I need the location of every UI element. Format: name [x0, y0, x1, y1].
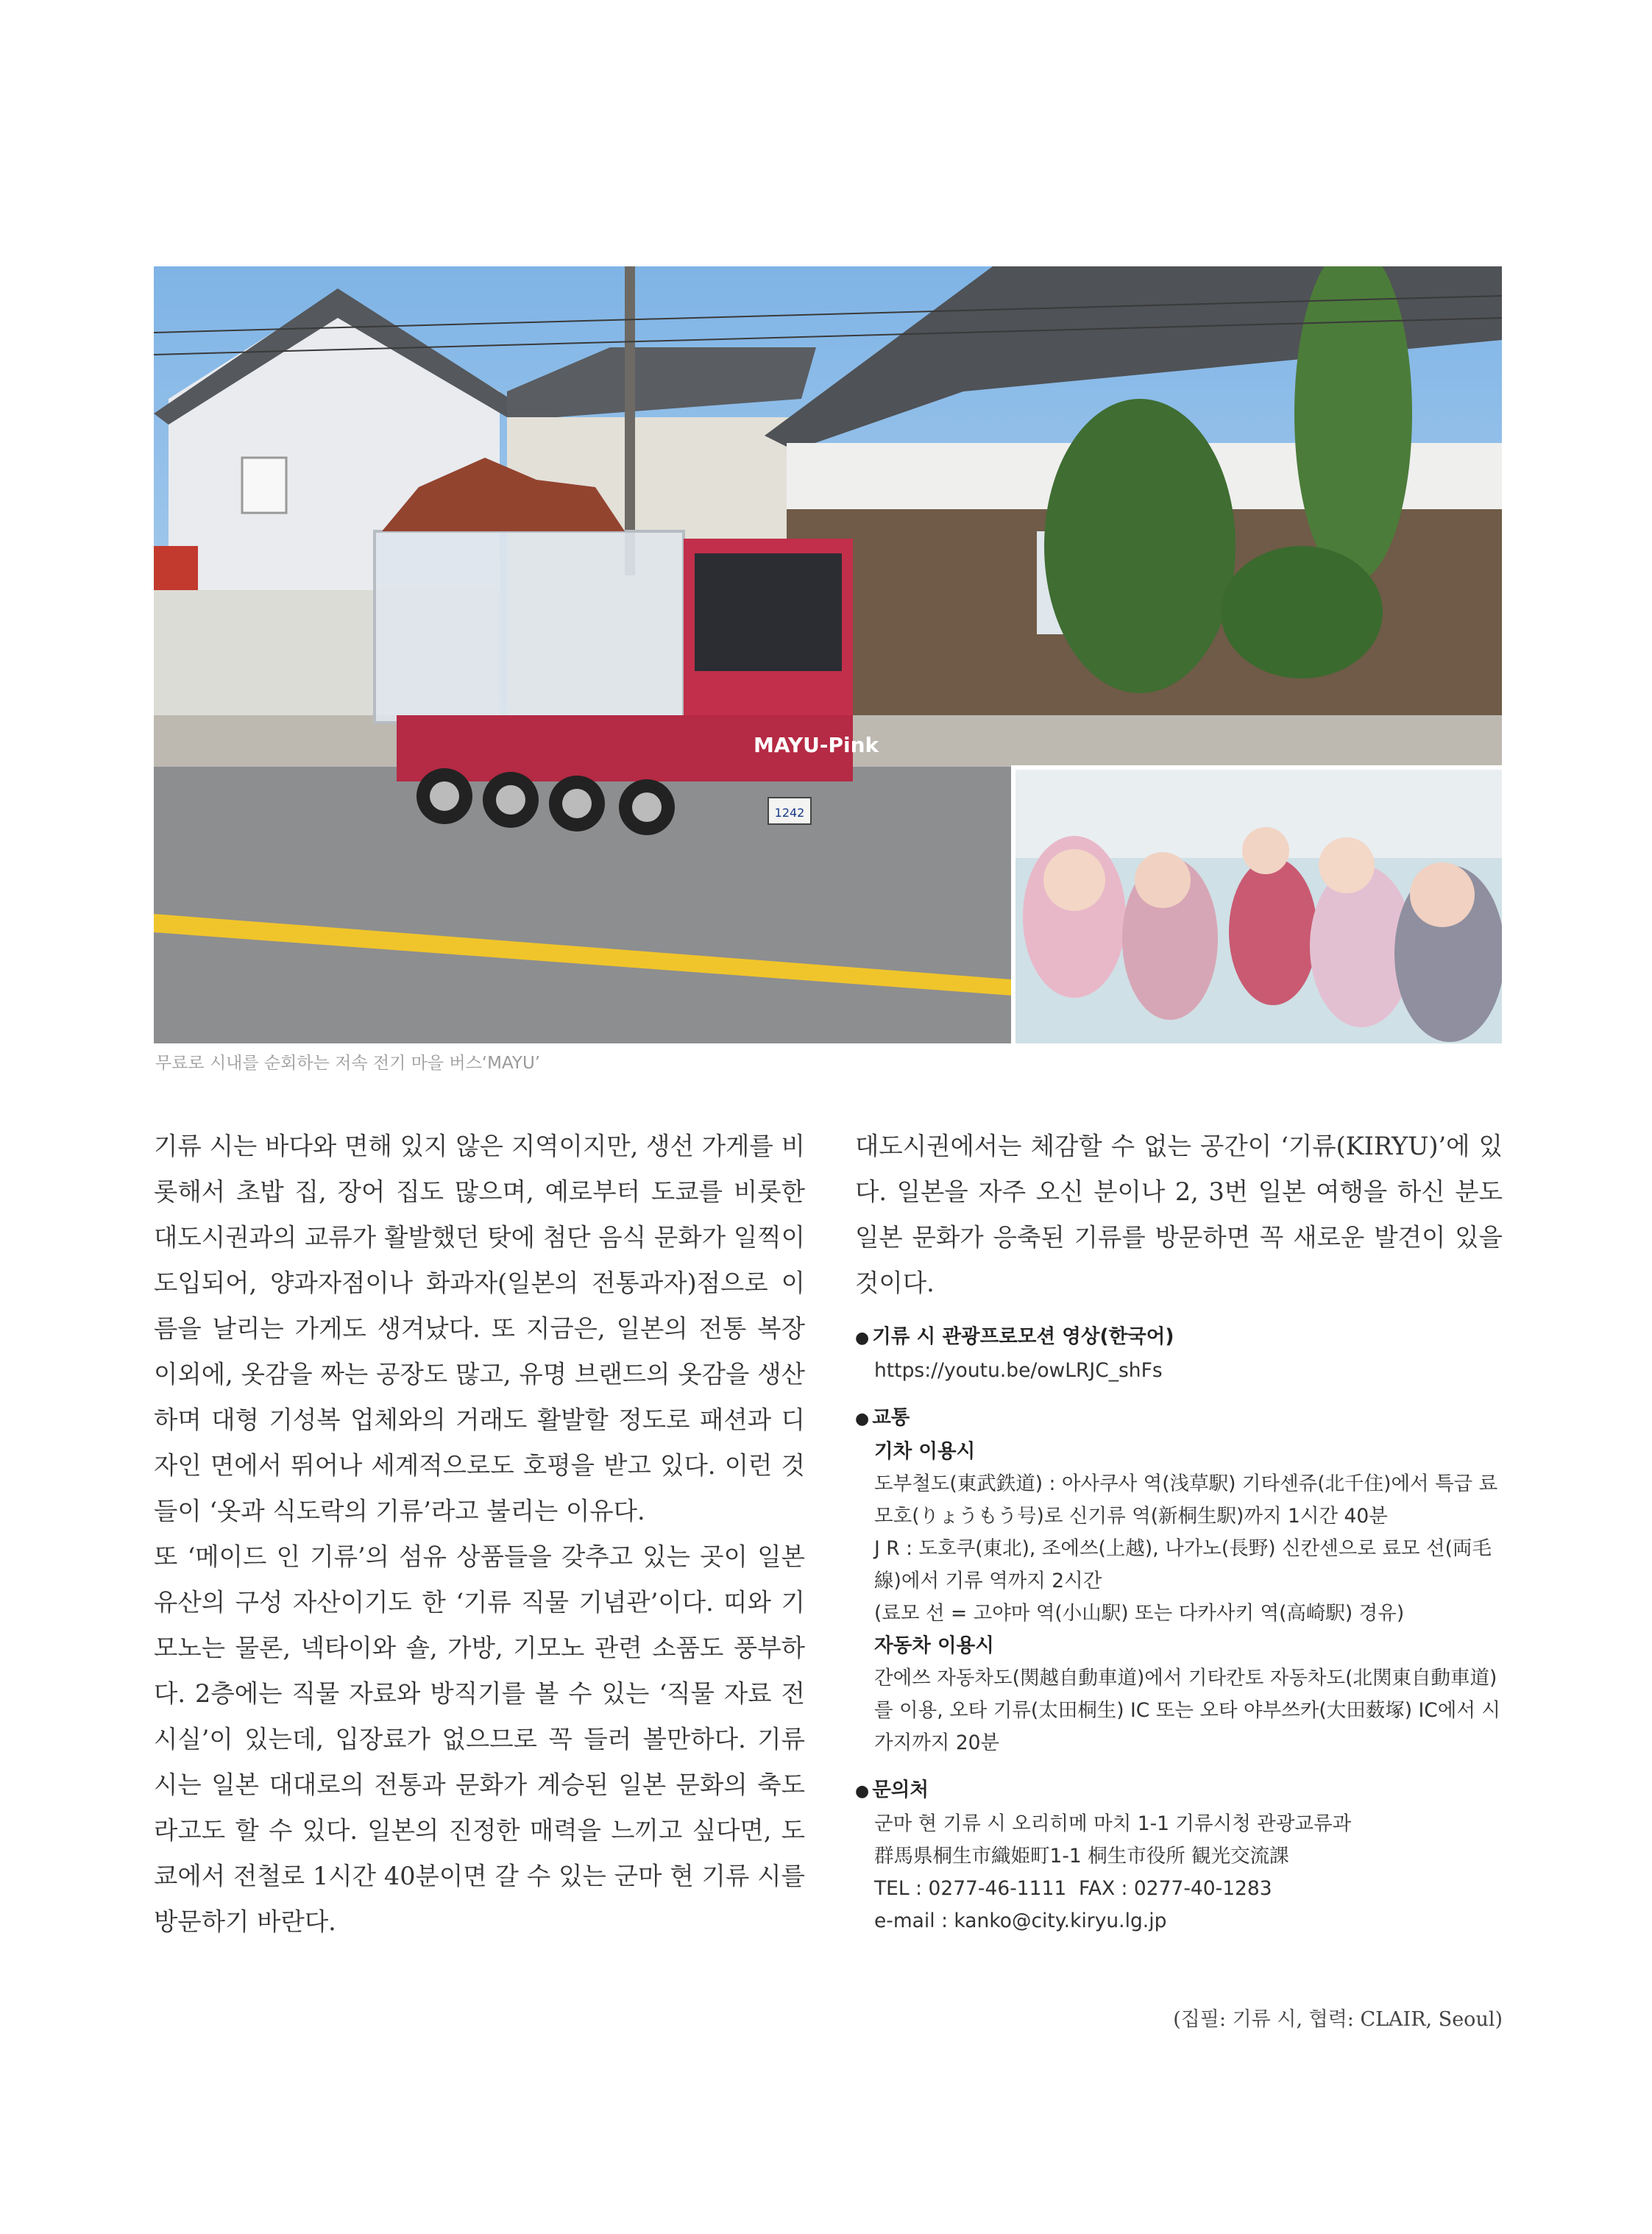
video-title: 기류 시 관광프로모션 영상(한국어) — [872, 1325, 1174, 1348]
transport-heading — [855, 1402, 1503, 1436]
train-info-line: 도부철도(東武鉄道) : 아사쿠사 역(浅草駅) 기타센쥬(北千住)에서 특급 료모호(りょうもう号)로 신기류 역(新桐生駅)까지 1시간 40분 — [874, 1472, 1498, 1528]
video-section — [855, 1321, 1503, 1387]
inset-photo — [1011, 765, 1502, 1043]
body-paragraph: 또 ‘메이드 인 기류’의 섬유 상품들을 갖추고 있는 곳이 일본유산의 구성 자산이기도 한 ‘기류 직물 기념관’이다. 띠와 기모노는 물론, 넥타이와 숄, 가방, 기모노 관련 소품도 풍부하다. 2층에는 직물 자료와 방직기를 볼 수 있는 ‘직물 자료 전시실’이 있는데, 입장료가 없으므로 꼭 들러 볼만하다. 기류 시는 일본 대대로의 전통과 문화가 계승된 일본 문화의 축도라고도 할 수 있다. 일본의 진정한 매력을 느끼고 싶다면, 도쿄에서 전철로 1시간 40분이면 갈 수 있는 군마 현 기류 시를 방문하기 바란다. — [154, 1542, 805, 1936]
car-info-line: 간에쓰 자동차도(関越自動車道)에서 기타칸토 자동차도(北関東自動車道)를 이용, 오타 기류(太田桐生) IC 또는 오타 야부쓰카(大田薮塚) IC에서 시가지까지 20분 — [874, 1667, 1501, 1754]
train-subheading: 기차 이용시 — [874, 1440, 976, 1463]
transport-section — [855, 1402, 1503, 1759]
contact-address-jp: 群馬県桐生市織姫町1-1 桐生市役所 観光交流課 — [874, 1845, 1289, 1868]
bullet-icon: ● — [855, 1782, 870, 1801]
transport-title: 교통 — [872, 1406, 910, 1429]
contact-title: 문의처 — [872, 1779, 929, 1801]
info-box — [855, 1321, 1503, 1937]
contact-phone-fax: TEL : 0277-46-1111 FAX : 0277-40-1283 — [874, 1877, 1272, 1900]
contact-section — [855, 1774, 1503, 1937]
body-right-column — [855, 1124, 1503, 1937]
video-heading — [855, 1321, 1503, 1355]
photo-caption: 무료로 시내를 순회하는 저속 전기 마을 버스‘MAYU’ — [155, 1054, 541, 1073]
kimono-passengers-illustration — [1015, 770, 1502, 1043]
train-info-line: (료모 선 = 고야마 역(小山駅) 또는 다카사키 역(高崎駅) 경유) — [874, 1602, 1405, 1625]
contact-email[interactable]: e-mail : kanko@city.kiryu.lg.jp — [874, 1909, 1167, 1932]
bus-label: MAYU-Pink — [754, 733, 879, 757]
credit-line: (집필: 기류 시, 협력: CLAIR, Seoul) — [1173, 2008, 1503, 2031]
contact-heading — [855, 1774, 1503, 1808]
video-url-link[interactable]: https://youtu.be/owLRJC_shFs — [874, 1359, 1163, 1382]
body-paragraph: 대도시권에서는 체감할 수 없는 공간이 ‘기류(KIRYU)’에 있다. 일본을 자주 오신 분이나 2, 3번 일본 여행을 하신 분도 일본 문화가 응축된 기류를 방문하면 꼭 새로운 발견이 있을 것이다. — [855, 1132, 1503, 1297]
bullet-icon: ● — [855, 1329, 870, 1347]
plate-number: 1242 — [774, 806, 805, 820]
body-paragraph: 기류 시는 바다와 면해 있지 않은 지역이지만, 생선 가게를 비롯해서 초밥 집, 장어 집도 많으며, 예로부터 도쿄를 비롯한 대도시권과의 교류가 활발했던 탓에 첨단 음식 문화가 일찍이 도입되어, 양과자점이나 화과자(일본의 전통과자)점으로 이름을 날리는 가게도 생겨났다. 또 지금은, 일본의 전통 복장 이외에, 옷감을 짜는 공장도 많고, 유명 브랜드의 옷감을 생산하며 대형 기성복 업체와의 거래도 활발할 정도로 패션과 디자인 면에서 뛰어나 세계적으로도 호평을 받고 있다. 이런 것들이 ‘옷과 식도락의 기류’라고 불리는 이유다. — [154, 1132, 805, 1525]
car-subheading: 자동차 이용시 — [874, 1634, 994, 1657]
body-left-column — [154, 1124, 805, 1945]
bullet-icon: ● — [855, 1410, 870, 1428]
train-info-line: J R : 도호쿠(東北), 조에쓰(上越), 나가노(長野) 신칸센으로 료모 선(両毛線)에서 기류 역까지 2시간 — [874, 1537, 1492, 1592]
contact-address-kr: 군마 현 기류 시 오리히메 마치 1-1 기류시청 관광교류과 — [874, 1812, 1352, 1835]
